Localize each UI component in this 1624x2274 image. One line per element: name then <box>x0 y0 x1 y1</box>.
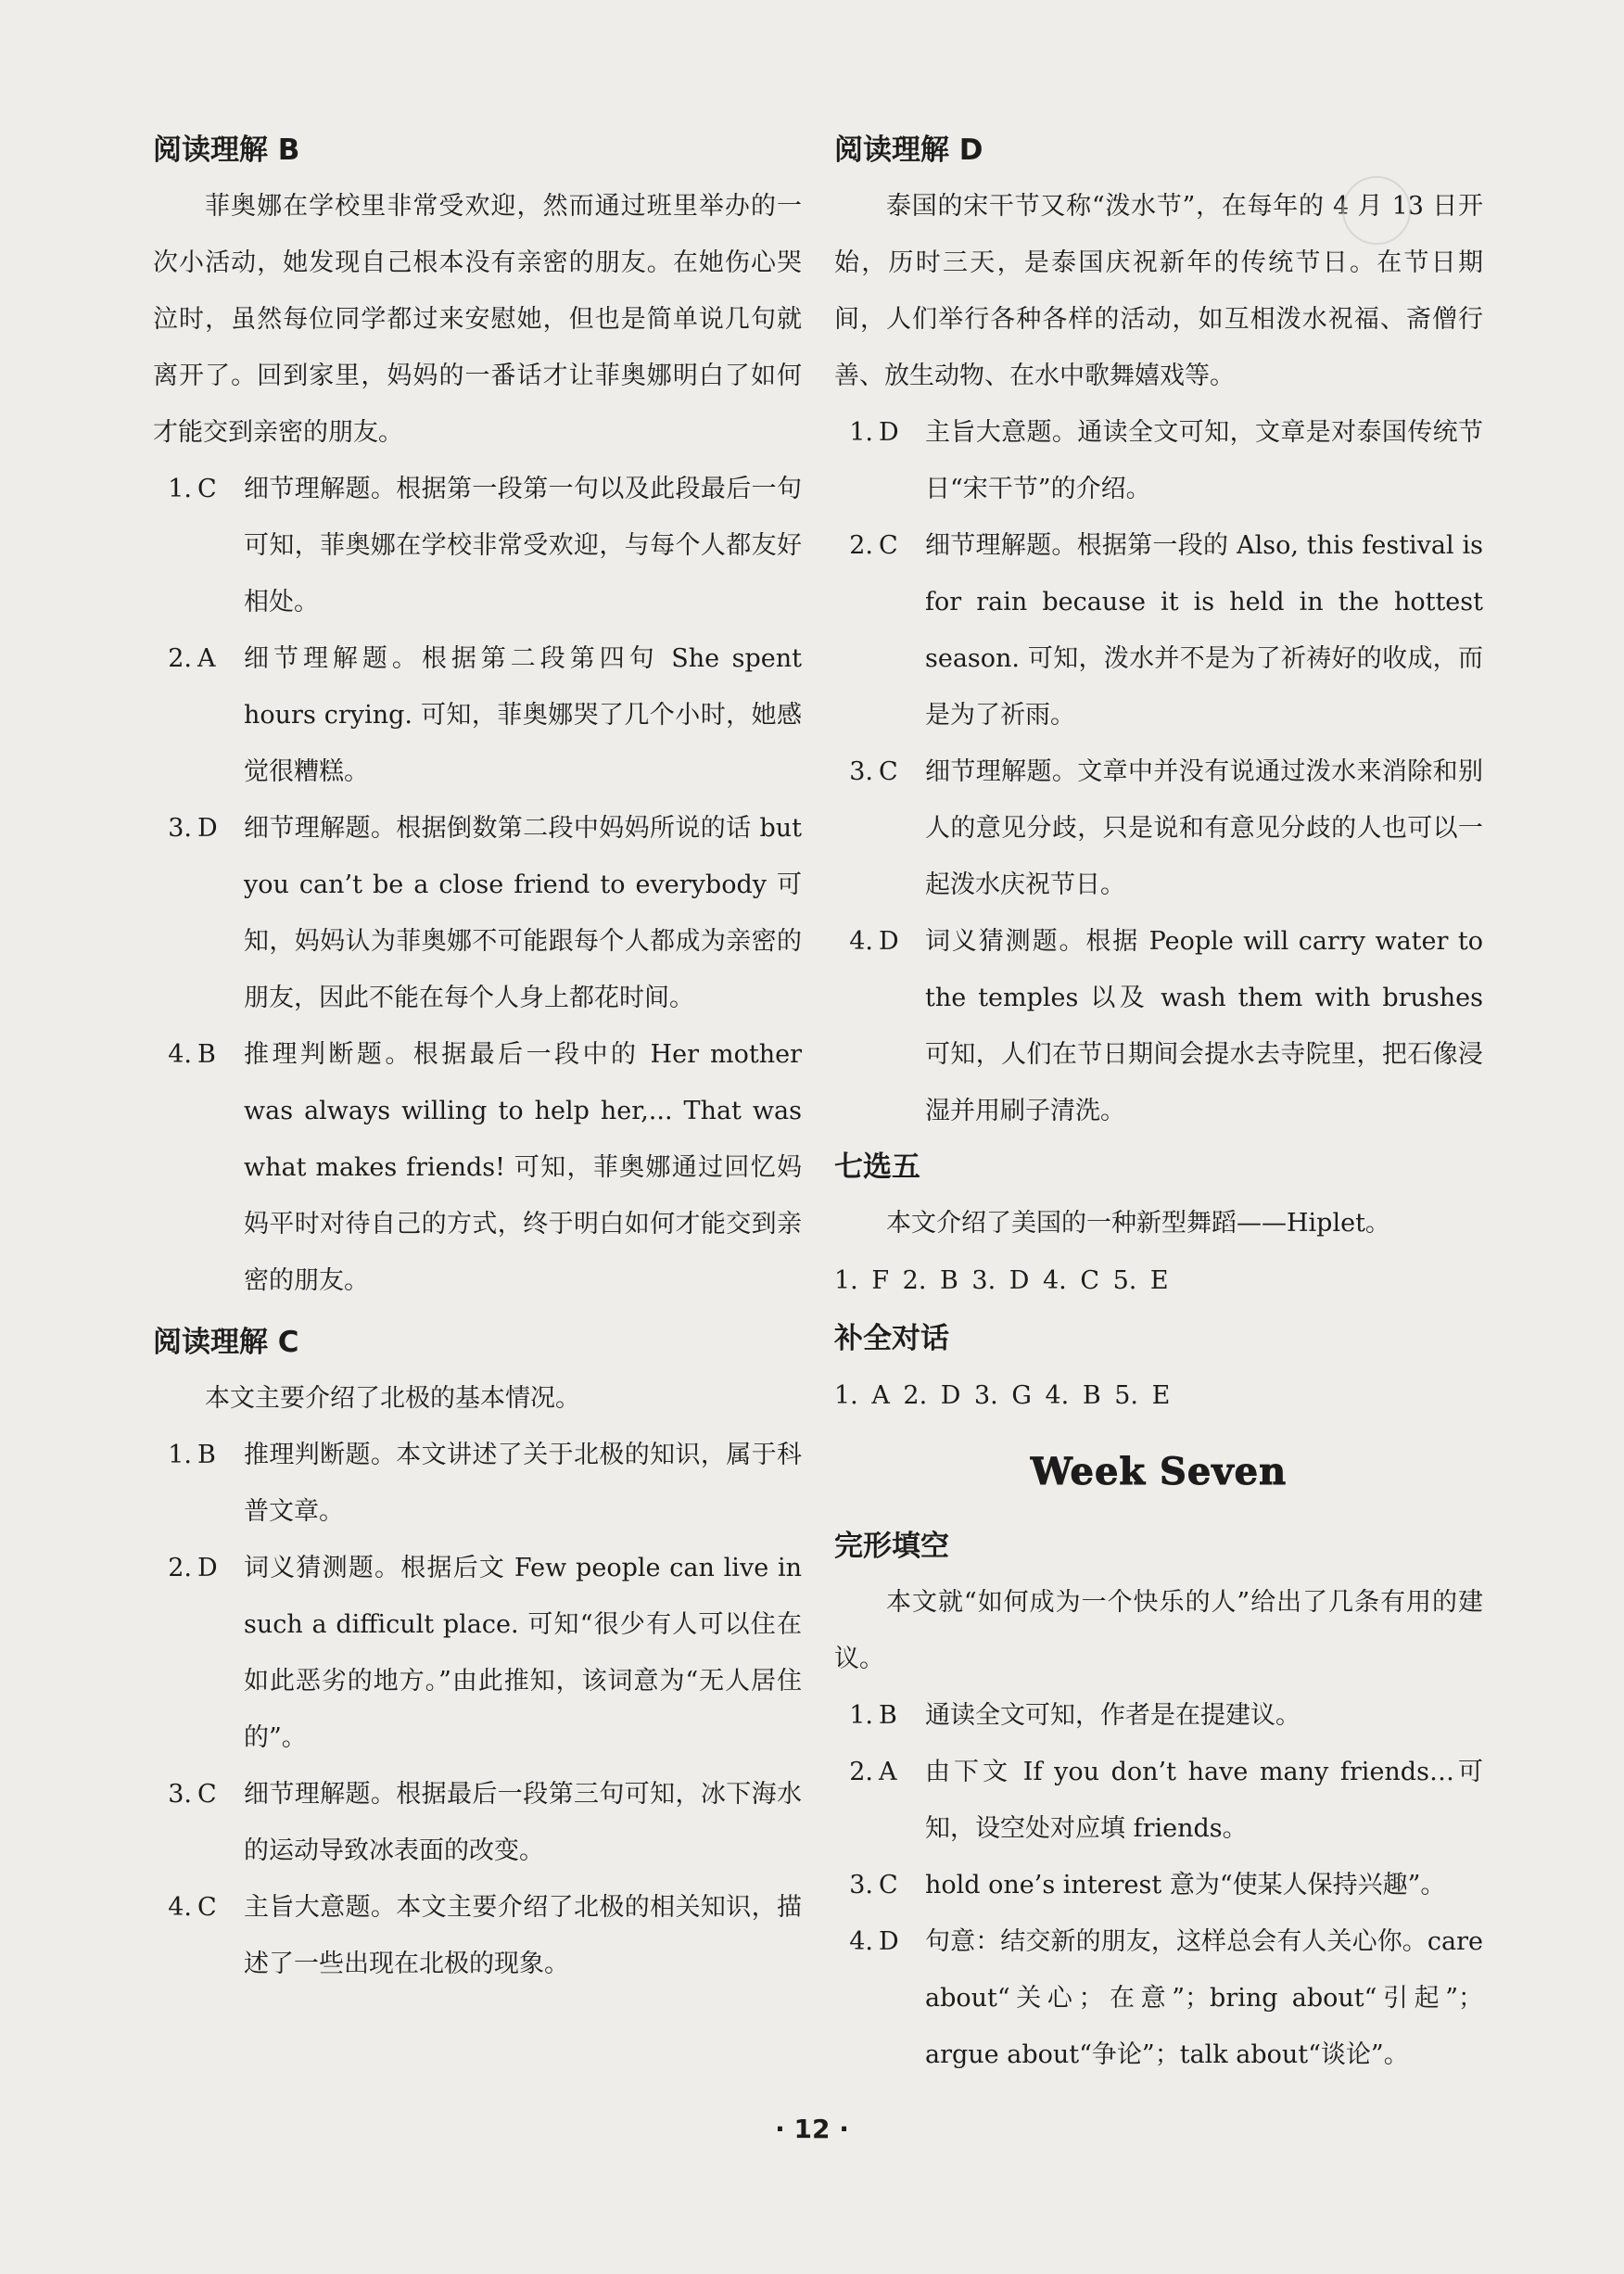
item-number: 4. <box>168 1040 192 1069</box>
item-explanation: 细节理解题。根据最后一段第三句可知，冰下海水的运动导致冰表面的改变。 <box>244 1780 802 1865</box>
item-explanation: 细节理解题。根据第一段第一句以及此段最后一句可知，菲奥娜在学校非常受欢迎，与每个人都友好相处。 <box>244 475 802 616</box>
list-item <box>153 461 802 630</box>
item-explanation: 词义猜测题。根据 People will carry water to the temples 以及 wash them with brushes 可知，人们在节日期间会提水去寺院里，把石像浸湿并用刷子清洗。 <box>925 927 1483 1125</box>
list-item <box>834 1744 1483 1857</box>
section-title-dialogue: 补全对话 <box>834 1322 949 1355</box>
item-explanation: 通读全文可知，作者是在提建议。 <box>925 1701 1300 1730</box>
item-number: 1. <box>849 418 873 447</box>
section-title-reading-d: 阅读理解 D <box>834 133 983 167</box>
section-title-reading-c: 阅读理解 C <box>153 1326 299 1359</box>
page-number: · 12 · <box>775 2114 849 2144</box>
item-explanation: 细节理解题。根据第二段第四句 She spent hours crying. 可知，菲奥娜哭了几个小时，她感觉很糟糕。 <box>244 644 802 786</box>
item-answer: D <box>879 927 899 956</box>
item-answer: D <box>879 418 899 447</box>
right-column <box>834 122 1483 2083</box>
item-answer: C <box>879 757 898 786</box>
item-answer: A <box>879 1758 897 1786</box>
item-answer: B <box>197 1040 216 1069</box>
list-item <box>834 743 1483 913</box>
item-number: 1. <box>849 1701 873 1730</box>
section-title-reading-b: 阅读理解 B <box>153 133 300 167</box>
item-explanation: 主旨大意题。通读全文可知，文章是对泰国传统节日“宋干节”的介绍。 <box>925 418 1483 503</box>
section-title-seven-five: 七选五 <box>834 1150 920 1184</box>
item-answer: C <box>197 475 217 503</box>
item-explanation: 句意：结交新的朋友，这样总会有人关心你。care about“关心；在意”；bring about“引起”；argue about“争论”；talk about“谈论”。 <box>925 1927 1483 2069</box>
left-column <box>153 122 802 1992</box>
item-number: 1. <box>168 475 192 503</box>
answers-seven-five: 1. F 2. B 3. D 4. C 5. E <box>834 1266 1169 1295</box>
summary-reading-b: 菲奥娜在学校里非常受欢迎，然而通过班里举办的一次小活动，她发现自己根本没有亲密的朋友。在她伤心哭泣时，虽然每位同学都过来安慰她，但也是简单说几句就离开了。回到家里，妈妈的一番话才让菲奥娜明白了如何才能交到亲密的朋友。 <box>153 192 802 447</box>
item-answer: C <box>197 1893 217 1922</box>
item-number: 2. <box>168 644 192 673</box>
item-number: 2. <box>168 1554 192 1582</box>
item-answer: B <box>197 1441 216 1469</box>
item-number: 4. <box>168 1893 192 1922</box>
summary-reading-c: 本文主要介绍了北极的基本情况。 <box>205 1384 580 1413</box>
list-item <box>153 1026 802 1309</box>
list-item <box>153 800 802 1026</box>
list-item <box>153 1766 802 1879</box>
list-item <box>153 1540 802 1766</box>
item-number: 3. <box>849 1871 873 1899</box>
item-answer: C <box>197 1780 217 1809</box>
list-item <box>153 630 802 800</box>
item-answer: D <box>197 1554 218 1582</box>
summary-cloze: 本文就“如何成为一个快乐的人”给出了几条有用的建议。 <box>834 1588 1483 1673</box>
item-number: 4. <box>849 1927 873 1956</box>
item-answer: B <box>879 1701 897 1730</box>
item-explanation: 词义猜测题。根据后文 Few people can live in such a difficult place. 可知“很少有人可以住在如此恶劣的地方。”由此推知，该词意为“无人居住的”。 <box>244 1554 802 1752</box>
item-explanation: 推理判断题。本文讲述了关于北极的知识，属于科普文章。 <box>244 1441 802 1526</box>
item-answer: C <box>879 1871 898 1899</box>
list-item <box>834 1687 1483 1744</box>
item-number: 4. <box>849 927 873 956</box>
item-explanation: 由下文 If you don’t have many friends…可知，设空处对应填 friends。 <box>925 1758 1483 1843</box>
item-answer: D <box>197 814 218 843</box>
item-explanation: 细节理解题。文章中并没有说通过泼水来消除和别人的意见分歧，只是说和有意见分歧的人也可以一起泼水庆祝节日。 <box>925 757 1483 899</box>
stamp-mark <box>1342 176 1411 245</box>
item-number: 2. <box>849 1758 873 1786</box>
item-explanation: 主旨大意题。本文主要介绍了北极的相关知识，描述了一些出现在北极的现象。 <box>244 1893 802 1978</box>
item-answer: A <box>197 644 216 673</box>
list-item <box>834 517 1483 743</box>
list-item <box>834 1857 1483 1913</box>
item-explanation: 推理判断题。根据最后一段中的 Her mother was always willing to help her,... That was what makes friends! 可知，菲奥娜通过回忆妈妈平时对待自己的方式，终于明白如何才能交到亲密的朋友。 <box>244 1040 802 1295</box>
item-number: 2. <box>849 531 873 560</box>
list-item <box>153 1879 802 1992</box>
week-title: Week Seven <box>1030 1450 1288 1493</box>
item-number: 3. <box>849 757 873 786</box>
item-explanation: 细节理解题。根据倒数第二段中妈妈所说的话 but you can’t be a close friend to everybody 可知，妈妈认为菲奥娜不可能跟每个人都成为亲密的朋友，因此不能在每个人身上都花时间。 <box>244 814 802 1012</box>
item-explanation: 细节理解题。根据第一段的 Also, this festival is for rain because it is held in the hottest season. 可知，泼水并不是为了祈祷好的收成，而是为了祈雨。 <box>925 531 1483 730</box>
item-explanation: hold one’s interest 意为“使某人保持兴趣”。 <box>925 1871 1446 1899</box>
item-number: 3. <box>168 1780 192 1809</box>
list-item <box>834 1913 1483 2083</box>
section-title-cloze: 完形填空 <box>834 1530 949 1563</box>
item-answer: C <box>879 531 898 560</box>
item-number: 3. <box>168 814 192 843</box>
item-number: 1. <box>168 1441 192 1469</box>
summary-reading-d: 泰国的宋干节又称“泼水节”，在每年的 4 月 13 日开始，历时三天，是泰国庆祝新年的传统节日。在节日期间，人们举行各种各样的活动，如互相泼水祝福、斋僧行善、放生动物、在水中歌舞嬉戏等。 <box>834 192 1483 390</box>
answers-dialogue: 1. A 2. D 3. G 4. B 5. E <box>834 1381 1171 1410</box>
list-item <box>153 1427 802 1540</box>
list-item <box>834 913 1483 1139</box>
item-answer: D <box>879 1927 899 1956</box>
list-item <box>834 404 1483 517</box>
summary-seven-five: 本文介绍了美国的一种新型舞蹈——Hiplet。 <box>886 1209 1390 1238</box>
